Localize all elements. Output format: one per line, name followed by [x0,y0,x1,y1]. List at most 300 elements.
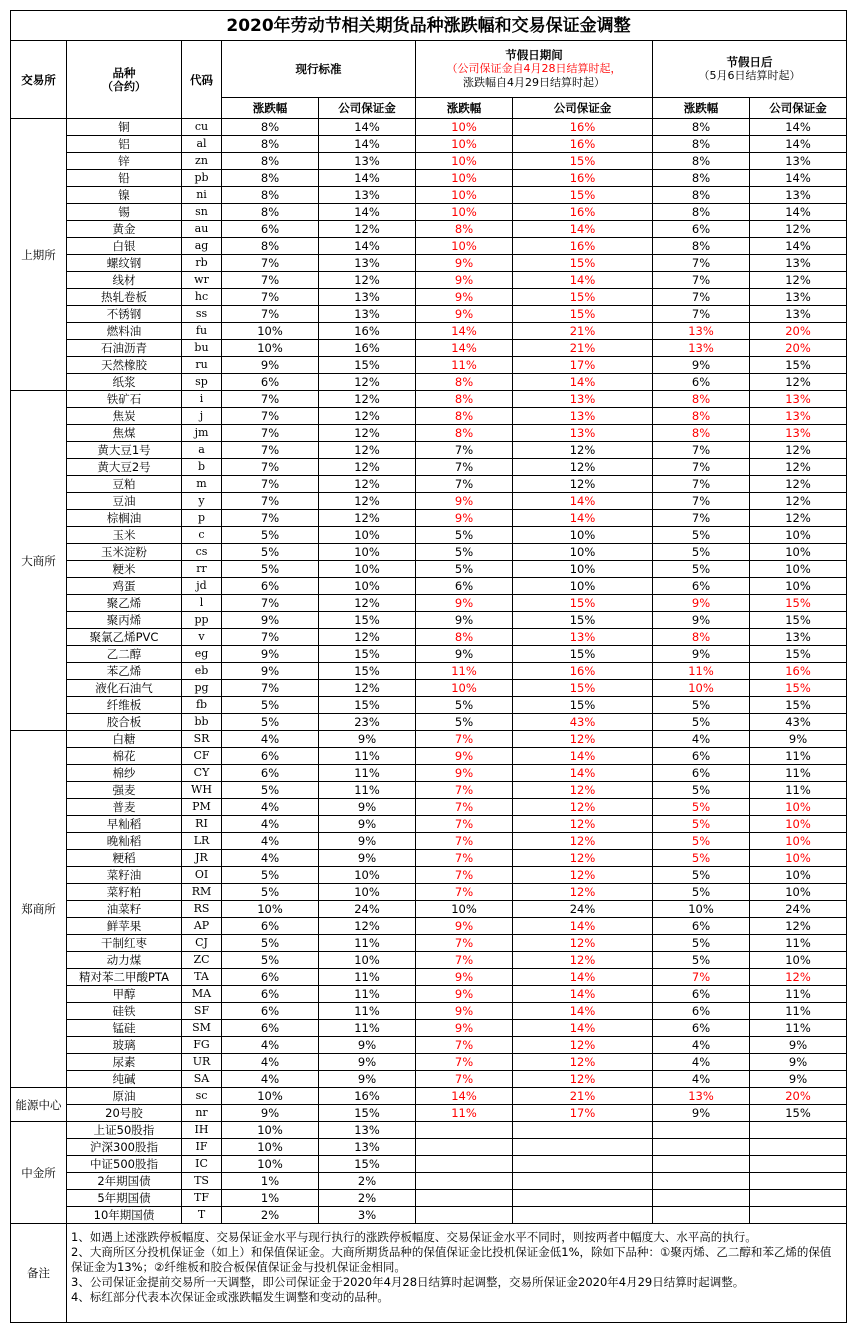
table-row [11,1037,847,1054]
holiday-limit-cell: 7% [416,731,513,748]
after-margin-cell: 14% [750,136,847,153]
after-limit-cell: 9% [653,595,750,612]
after-limit-cell: 7% [653,306,750,323]
holiday-margin-cell: 14% [513,1020,653,1037]
holiday-limit-cell: 5% [416,561,513,578]
code-cell: ss [182,306,222,323]
current-limit-cell: 7% [222,272,319,289]
current-limit-cell: 9% [222,663,319,680]
variety-cell: 上证50股指 [67,1122,182,1139]
table-row [11,646,847,663]
holiday-limit-cell: 5% [416,544,513,561]
variety-cell: 天然橡胶 [67,357,182,374]
holiday-margin-cell: 14% [513,986,653,1003]
holiday-margin-cell: 12% [513,731,653,748]
holiday-margin-cell: 12% [513,867,653,884]
holiday-margin-cell [513,1156,653,1173]
after-limit-cell: 7% [653,493,750,510]
header-holiday [416,41,653,98]
exchange-cell: 上期所 [11,119,67,391]
current-limit-cell: 10% [222,340,319,357]
table-row [11,187,847,204]
current-limit-cell: 10% [222,1139,319,1156]
code-cell: SA [182,1071,222,1088]
after-margin-cell [750,1122,847,1139]
holiday-limit-cell: 7% [416,867,513,884]
table-row [11,221,847,238]
current-margin-cell: 15% [319,697,416,714]
holiday-margin-cell: 12% [513,799,653,816]
code-cell: SR [182,731,222,748]
holiday-limit-cell: 8% [416,629,513,646]
table-row [11,697,847,714]
after-limit-cell: 5% [653,833,750,850]
variety-cell: 线材 [67,272,182,289]
code-cell: jd [182,578,222,595]
variety-cell: 菜籽油 [67,867,182,884]
holiday-margin-cell [513,1207,653,1224]
after-limit-cell: 4% [653,1037,750,1054]
table-row [11,816,847,833]
holiday-margin-cell: 12% [513,952,653,969]
holiday-limit-cell: 9% [416,918,513,935]
after-margin-cell: 10% [750,952,847,969]
holiday-margin-cell: 14% [513,374,653,391]
after-limit-cell: 13% [653,340,750,357]
holiday-limit-cell: 5% [416,697,513,714]
variety-cell: 聚氯乙烯PVC [67,629,182,646]
table-row [11,493,847,510]
header-variety-label: 品种 [112,65,136,80]
current-margin-cell: 14% [319,170,416,187]
after-limit-cell: 9% [653,612,750,629]
current-margin-cell: 15% [319,1156,416,1173]
after-margin-cell: 15% [750,680,847,697]
holiday-margin-cell: 12% [513,833,653,850]
current-margin-cell: 12% [319,442,416,459]
code-cell: eb [182,663,222,680]
table-row [11,238,847,255]
header-holiday-margin: 公司保证金 [513,98,653,119]
after-margin-cell: 15% [750,357,847,374]
current-limit-cell: 5% [222,935,319,952]
current-limit-cell: 5% [222,782,319,799]
current-limit-cell: 7% [222,255,319,272]
code-cell: al [182,136,222,153]
variety-cell: 20号胶 [67,1105,182,1122]
current-margin-cell: 23% [319,714,416,731]
current-limit-cell: 4% [222,1071,319,1088]
after-margin-cell: 12% [750,442,847,459]
table-row [11,510,847,527]
holiday-margin-cell: 12% [513,782,653,799]
code-cell: b [182,459,222,476]
after-margin-cell: 11% [750,935,847,952]
after-limit-cell: 9% [653,646,750,663]
holiday-limit-cell: 10% [416,187,513,204]
current-margin-cell: 14% [319,238,416,255]
current-limit-cell: 8% [222,204,319,221]
after-limit-cell: 5% [653,816,750,833]
after-limit-cell: 13% [653,323,750,340]
after-margin-cell: 20% [750,323,847,340]
code-cell: nr [182,1105,222,1122]
variety-cell: 黄大豆1号 [67,442,182,459]
holiday-margin-cell: 16% [513,238,653,255]
table-row [11,850,847,867]
header-after-margin: 公司保证金 [750,98,847,119]
holiday-limit-cell: 9% [416,289,513,306]
holiday-margin-cell: 21% [513,323,653,340]
after-limit-cell: 6% [653,765,750,782]
table-row [11,289,847,306]
current-margin-cell: 12% [319,374,416,391]
after-limit-cell: 7% [653,969,750,986]
current-limit-cell: 8% [222,187,319,204]
holiday-margin-cell: 15% [513,306,653,323]
after-limit-cell: 7% [653,255,750,272]
code-cell: sc [182,1088,222,1105]
variety-cell: 黄大豆2号 [67,459,182,476]
after-margin-cell: 13% [750,153,847,170]
variety-cell: 焦炭 [67,408,182,425]
after-margin-cell: 43% [750,714,847,731]
code-cell: bu [182,340,222,357]
current-margin-cell: 16% [319,1088,416,1105]
table-row [11,357,847,374]
variety-cell: 镍 [67,187,182,204]
current-margin-cell: 12% [319,918,416,935]
after-limit-cell: 9% [653,357,750,374]
holiday-margin-cell: 24% [513,901,653,918]
current-margin-cell: 3% [319,1207,416,1224]
current-limit-cell: 7% [222,595,319,612]
current-margin-cell: 12% [319,510,416,527]
holiday-limit-cell: 7% [416,799,513,816]
holiday-limit-cell: 9% [416,986,513,1003]
current-margin-cell: 13% [319,153,416,170]
variety-cell: 豆油 [67,493,182,510]
table-row [11,782,847,799]
exchange-cell: 郑商所 [11,731,67,1088]
after-margin-cell: 16% [750,663,847,680]
holiday-limit-cell [416,1122,513,1139]
current-limit-cell: 4% [222,799,319,816]
variety-cell: 甲醇 [67,986,182,1003]
current-limit-cell: 5% [222,952,319,969]
table-row [11,663,847,680]
table-row [11,680,847,697]
variety-cell: 强麦 [67,782,182,799]
table-row [11,408,847,425]
after-margin-cell: 12% [750,272,847,289]
after-limit-cell: 6% [653,1003,750,1020]
after-margin-cell: 12% [750,476,847,493]
current-limit-cell: 5% [222,561,319,578]
current-limit-cell: 6% [222,748,319,765]
current-margin-cell: 11% [319,1003,416,1020]
holiday-margin-cell [513,1173,653,1190]
after-limit-cell: 5% [653,850,750,867]
header-current-limit: 涨跌幅 [222,98,319,119]
code-cell: au [182,221,222,238]
header-code: 代码 [182,41,222,119]
current-margin-cell: 16% [319,340,416,357]
after-margin-cell: 15% [750,612,847,629]
after-margin-cell [750,1156,847,1173]
variety-cell: 10年期国债 [67,1207,182,1224]
after-margin-cell: 15% [750,595,847,612]
after-limit-cell: 5% [653,799,750,816]
table-row [11,544,847,561]
after-margin-cell: 12% [750,969,847,986]
after-margin-cell: 15% [750,646,847,663]
variety-cell: 锌 [67,153,182,170]
after-limit-cell: 10% [653,680,750,697]
current-margin-cell: 11% [319,765,416,782]
code-cell: pg [182,680,222,697]
code-cell: rb [182,255,222,272]
current-limit-cell: 2% [222,1207,319,1224]
code-cell: cu [182,119,222,136]
holiday-limit-cell: 10% [416,153,513,170]
after-limit-cell: 6% [653,1020,750,1037]
current-limit-cell: 4% [222,816,319,833]
table-row [11,527,847,544]
holiday-margin-cell: 14% [513,1003,653,1020]
code-cell: rr [182,561,222,578]
holiday-margin-cell: 12% [513,1054,653,1071]
header-exchange: 交易所 [11,41,67,119]
after-margin-cell [750,1173,847,1190]
table-row [11,918,847,935]
current-margin-cell: 12% [319,459,416,476]
current-limit-cell: 7% [222,493,319,510]
header-holiday-limit: 涨跌幅 [416,98,513,119]
after-margin-cell: 9% [750,1037,847,1054]
current-limit-cell: 6% [222,918,319,935]
notes-label: 备注 [11,1224,67,1323]
note-item: 4、标红部分代表本次保证金或涨跌幅发生调整和变动的品种。 [71,1290,389,1304]
after-margin-cell: 10% [750,578,847,595]
code-cell: ru [182,357,222,374]
after-limit-cell: 11% [653,663,750,680]
current-margin-cell: 15% [319,357,416,374]
current-limit-cell: 7% [222,442,319,459]
current-margin-cell: 9% [319,850,416,867]
code-cell: p [182,510,222,527]
current-margin-cell: 15% [319,646,416,663]
table-row [11,901,847,918]
current-margin-cell: 12% [319,595,416,612]
holiday-limit-cell: 8% [416,425,513,442]
table-row [11,986,847,1003]
holiday-limit-cell: 9% [416,765,513,782]
after-margin-cell: 13% [750,629,847,646]
margin-table [10,10,847,1323]
holiday-margin-cell: 12% [513,1037,653,1054]
holiday-limit-cell: 10% [416,901,513,918]
variety-cell: 纤维板 [67,697,182,714]
after-margin-cell: 10% [750,816,847,833]
after-limit-cell [653,1122,750,1139]
code-cell: y [182,493,222,510]
current-limit-cell: 7% [222,391,319,408]
header-after-note: （5月6日结算时起） [698,69,801,82]
holiday-limit-cell: 8% [416,408,513,425]
holiday-limit-cell: 7% [416,833,513,850]
holiday-limit-cell: 8% [416,374,513,391]
current-margin-cell: 10% [319,884,416,901]
table-row [11,136,847,153]
holiday-limit-cell: 8% [416,221,513,238]
after-limit-cell: 8% [653,408,750,425]
variety-cell: 精对苯二甲酸PTA [67,969,182,986]
variety-cell: 不锈钢 [67,306,182,323]
after-margin-cell: 12% [750,221,847,238]
holiday-limit-cell: 9% [416,612,513,629]
current-margin-cell: 12% [319,272,416,289]
variety-cell: 焦煤 [67,425,182,442]
header-current: 现行标准 [222,41,416,98]
after-limit-cell: 10% [653,901,750,918]
current-limit-cell: 7% [222,289,319,306]
variety-cell: 原油 [67,1088,182,1105]
table-row [11,1020,847,1037]
note-item: 3、公司保证金提前交易所一天调整，即公司保证金于2020年4月28日结算时起调整，交易所保证金2020年4月29日结算时起调整。 [71,1275,745,1289]
header-after [653,41,847,98]
variety-cell: 2年期国债 [67,1173,182,1190]
current-margin-cell: 12% [319,476,416,493]
current-limit-cell: 8% [222,119,319,136]
variety-cell: 玻璃 [67,1037,182,1054]
holiday-limit-cell: 14% [416,340,513,357]
after-limit-cell: 7% [653,459,750,476]
code-cell: CJ [182,935,222,952]
after-margin-cell: 10% [750,544,847,561]
sheet-title: 2020年劳动节相关期货品种涨跌幅和交易保证金调整 [11,11,847,41]
variety-cell: 鸡蛋 [67,578,182,595]
holiday-limit-cell: 14% [416,323,513,340]
holiday-limit-cell [416,1190,513,1207]
code-cell: zn [182,153,222,170]
table-row [11,731,847,748]
variety-cell: 棉纱 [67,765,182,782]
table-row [11,1088,847,1105]
after-margin-cell: 10% [750,867,847,884]
after-limit-cell: 5% [653,561,750,578]
code-cell: RM [182,884,222,901]
variety-cell: 油菜籽 [67,901,182,918]
after-margin-cell: 14% [750,204,847,221]
holiday-margin-cell: 15% [513,595,653,612]
variety-cell: 纯碱 [67,1071,182,1088]
after-margin-cell: 11% [750,1003,847,1020]
holiday-margin-cell: 21% [513,1088,653,1105]
holiday-limit-cell: 10% [416,238,513,255]
code-cell: T [182,1207,222,1224]
table-row [11,255,847,272]
variety-cell: 粳米 [67,561,182,578]
variety-cell: 聚乙烯 [67,595,182,612]
current-limit-cell: 4% [222,731,319,748]
current-limit-cell: 5% [222,867,319,884]
current-margin-cell: 14% [319,204,416,221]
code-cell: ZC [182,952,222,969]
holiday-limit-cell: 9% [416,595,513,612]
holiday-margin-cell: 14% [513,272,653,289]
after-margin-cell [750,1139,847,1156]
current-limit-cell: 8% [222,170,319,187]
code-cell: sp [182,374,222,391]
holiday-margin-cell: 16% [513,170,653,187]
after-limit-cell: 6% [653,578,750,595]
current-margin-cell: 13% [319,187,416,204]
table-row [11,1190,847,1207]
code-cell: pb [182,170,222,187]
table-row [11,765,847,782]
variety-cell: 白银 [67,238,182,255]
after-margin-cell: 15% [750,697,847,714]
current-limit-cell: 6% [222,1020,319,1037]
after-limit-cell [653,1173,750,1190]
holiday-limit-cell: 7% [416,1037,513,1054]
current-margin-cell: 12% [319,629,416,646]
table-row [11,867,847,884]
code-cell: IC [182,1156,222,1173]
code-cell: l [182,595,222,612]
variety-cell: 普麦 [67,799,182,816]
current-limit-cell: 10% [222,901,319,918]
table-row [11,952,847,969]
current-margin-cell: 12% [319,221,416,238]
after-margin-cell: 12% [750,459,847,476]
after-limit-cell: 6% [653,221,750,238]
table-row [11,374,847,391]
current-limit-cell: 8% [222,238,319,255]
current-margin-cell: 9% [319,1037,416,1054]
current-limit-cell: 10% [222,1088,319,1105]
code-cell: UR [182,1054,222,1071]
after-margin-cell: 12% [750,374,847,391]
current-limit-cell: 8% [222,153,319,170]
after-limit-cell [653,1156,750,1173]
table-row [11,629,847,646]
holiday-limit-cell: 7% [416,816,513,833]
variety-cell: 石油沥青 [67,340,182,357]
holiday-margin-cell: 15% [513,612,653,629]
current-limit-cell: 6% [222,986,319,1003]
after-limit-cell: 7% [653,289,750,306]
header-holiday-note-limit: 涨跌幅自4月29日结算时起） [463,76,605,89]
after-limit-cell: 13% [653,1088,750,1105]
variety-cell: 白糖 [67,731,182,748]
after-limit-cell: 5% [653,952,750,969]
code-cell: jm [182,425,222,442]
holiday-margin-cell [513,1190,653,1207]
current-margin-cell: 2% [319,1190,416,1207]
current-margin-cell: 13% [319,1122,416,1139]
variety-cell: 铝 [67,136,182,153]
after-limit-cell: 9% [653,1105,750,1122]
holiday-margin-cell: 13% [513,391,653,408]
table-row [11,1003,847,1020]
current-margin-cell: 15% [319,612,416,629]
current-limit-cell: 9% [222,357,319,374]
holiday-margin-cell: 17% [513,357,653,374]
code-cell: sn [182,204,222,221]
variety-cell: 沪深300股指 [67,1139,182,1156]
